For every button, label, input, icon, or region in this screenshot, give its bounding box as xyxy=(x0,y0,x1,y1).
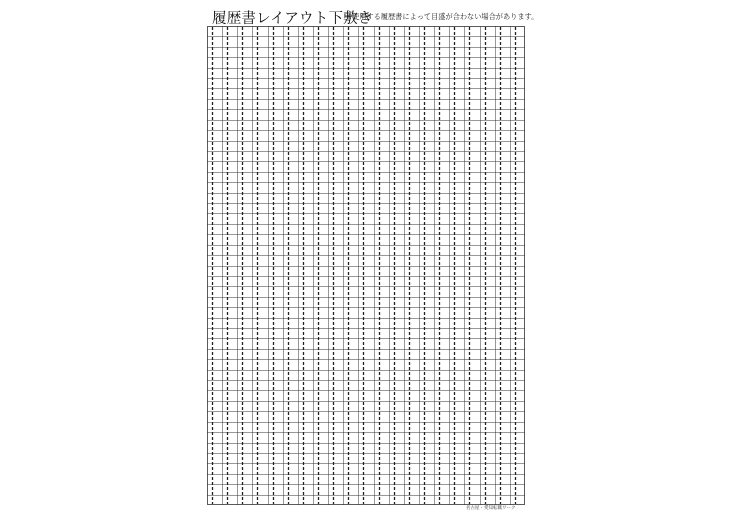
grid-border xyxy=(208,27,525,505)
ruled-grid-svg xyxy=(207,26,525,505)
ruled-grid xyxy=(207,26,525,505)
scale-mismatch-note: ※使用する履歴書によって目盛が合わない場合があります。 xyxy=(346,12,539,21)
footer-credit: 名古屋・愛知転職ワーク xyxy=(466,506,516,511)
page-title: 履歴書レイアウト下敷き xyxy=(212,11,373,27)
